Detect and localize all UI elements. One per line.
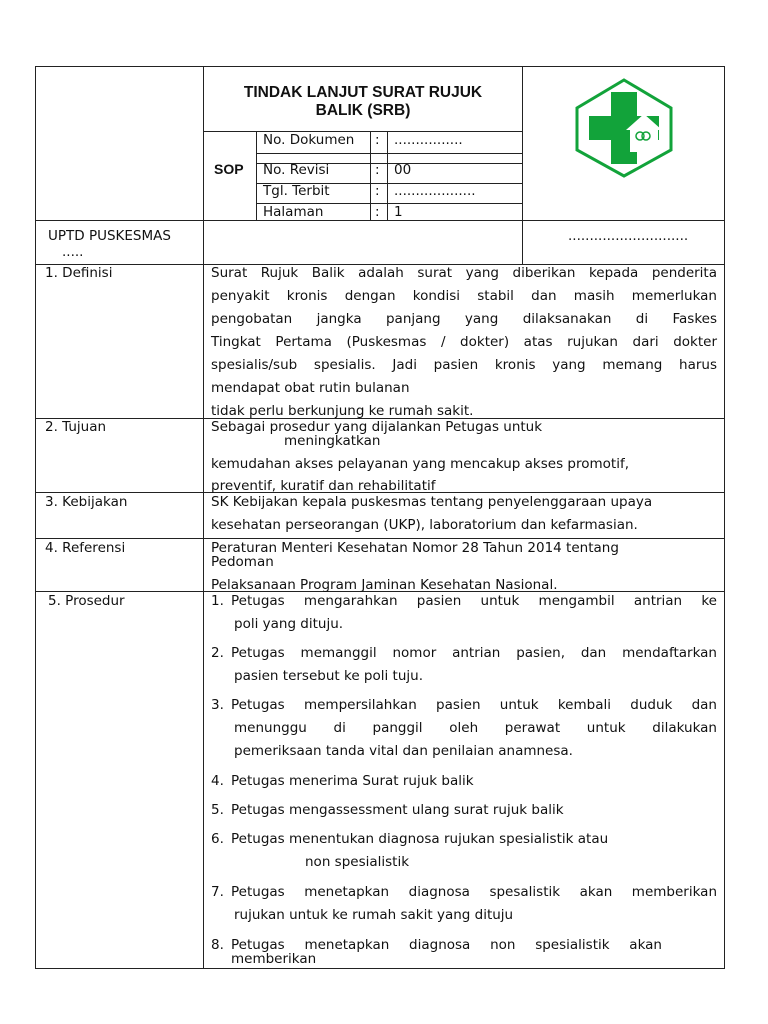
- step-line: pasien tersebut ke poli tuju.: [234, 668, 423, 684]
- step-line: Petugas mempersilahkan pasien untuk kembali duduk dan: [231, 697, 717, 713]
- step-line: rujukan untuk ke rumah sakit yang dituju: [234, 907, 514, 923]
- row-value-tgl-terbit: ...................: [394, 183, 476, 199]
- tujuan-line: preventif, kuratif dan rehabilitatif: [211, 478, 436, 494]
- step-number: 1.: [211, 593, 224, 609]
- row-label-tgl-terbit: Tgl. Terbit: [263, 183, 330, 199]
- tujuan-line: kemudahan akses pelayanan yang mencakup akses promotif,: [211, 456, 629, 472]
- step-line: pemeriksaan tanda vital dan penilaian anamnesa.: [234, 743, 573, 759]
- title-line-2: BALIK (SRB): [315, 102, 411, 119]
- step-number: 4.: [211, 773, 224, 789]
- step-line: Petugas menentukan diagnosa rujukan spesialistik atau: [231, 831, 609, 847]
- row-sep: :: [375, 204, 380, 220]
- row-value-halaman: 1: [394, 204, 403, 220]
- referensi-line: Peraturan Menteri Kesehatan Nomor 28 Tahun 2014 tentang: [211, 540, 619, 556]
- referensi-line: Pedoman: [211, 554, 274, 570]
- kebijakan-line: SK Kebijakan kepala puskesmas tentang penyelenggaraan upaya: [211, 494, 653, 510]
- step-line: Petugas mengarahkan pasien untuk mengambil antrian ke: [231, 593, 717, 609]
- sop-label: SOP: [214, 161, 244, 177]
- row-sep: :: [375, 183, 380, 199]
- step-number: 2.: [211, 645, 224, 661]
- step-line: Petugas menetapkan diagnosa spesalistik akan memberikan: [231, 884, 717, 900]
- definisi-line: Tingkat Pertama (Puskesmas / dokter) atas rujukan dari dokter: [211, 334, 717, 350]
- org-name-dots: .....: [62, 244, 84, 260]
- tujuan-line: meningkatkan: [284, 433, 381, 449]
- section-label-referensi: 4. Referensi: [45, 540, 126, 556]
- row-sep: :: [375, 132, 380, 148]
- step-line: Petugas mengassessment ulang surat rujuk balik: [231, 802, 564, 818]
- step-line: Petugas menetapkan diagnosa non spesialistik akan: [231, 937, 662, 953]
- referensi-line: Pelaksanaan Program Jaminan Kesehatan Nasional.: [211, 577, 558, 593]
- step-line: Petugas menerima Surat rujuk balik: [231, 773, 474, 789]
- step-line: Petugas memanggil nomor antrian pasien, dan mendaftarkan: [231, 645, 717, 661]
- definisi-line: tidak perlu berkunjung ke rumah sakit.: [211, 403, 474, 419]
- definisi-line: spesialis/sub spesialis. Jadi pasien kronis yang memang harus: [211, 357, 717, 373]
- section-label-tujuan: 2. Tujuan: [45, 419, 107, 435]
- step-line: non spesialistik: [305, 854, 410, 870]
- definisi-line: mendapat obat rutin bulanan: [211, 380, 410, 396]
- step-number: 6.: [211, 831, 224, 847]
- section-label-definisi: 1. Definisi: [45, 265, 113, 281]
- step-line: memberikan: [231, 951, 317, 967]
- row-value-no-revisi: 00: [394, 162, 412, 178]
- section-label-kebijakan: 3. Kebijakan: [45, 494, 128, 510]
- row-sep: :: [375, 162, 380, 178]
- org-name: UPTD PUSKESMAS: [48, 228, 171, 244]
- row-label-halaman: Halaman: [263, 204, 324, 220]
- signature-dots: ............................: [568, 228, 689, 244]
- section-label-prosedur: 5. Prosedur: [48, 593, 125, 609]
- step-line: menunggu di panggil oleh perawat untuk dilakukan: [234, 720, 717, 736]
- definisi-line: pengobatan jangka panjang yang dilaksanakan di Faskes: [211, 311, 717, 327]
- definisi-line: Surat Rujuk Balik adalah surat yang diberikan kepada penderita: [211, 265, 717, 281]
- definisi-line: penyakit kronis dengan kondisi stabil dan masih memerlukan: [211, 288, 717, 304]
- step-line: poli yang dituju.: [234, 616, 344, 632]
- step-number: 8.: [211, 937, 224, 953]
- row-value-no-dokumen: ................: [394, 132, 463, 148]
- kebijakan-line: kesehatan perseorangan (UKP), laboratorium dan kefarmasian.: [211, 517, 638, 533]
- row-label-no-dokumen: No. Dokumen: [263, 132, 355, 148]
- step-number: 5.: [211, 802, 224, 818]
- puskesmas-logo-icon: [574, 78, 674, 178]
- title-line-1: TINDAK LANJUT SURAT RUJUK: [243, 84, 483, 101]
- tujuan-line: Sebagai prosedur yang dijalankan Petugas untuk: [211, 419, 543, 435]
- row-label-no-revisi: No. Revisi: [263, 162, 330, 178]
- step-number: 7.: [211, 884, 224, 900]
- step-number: 3.: [211, 697, 224, 713]
- document-title: [206, 84, 520, 120]
